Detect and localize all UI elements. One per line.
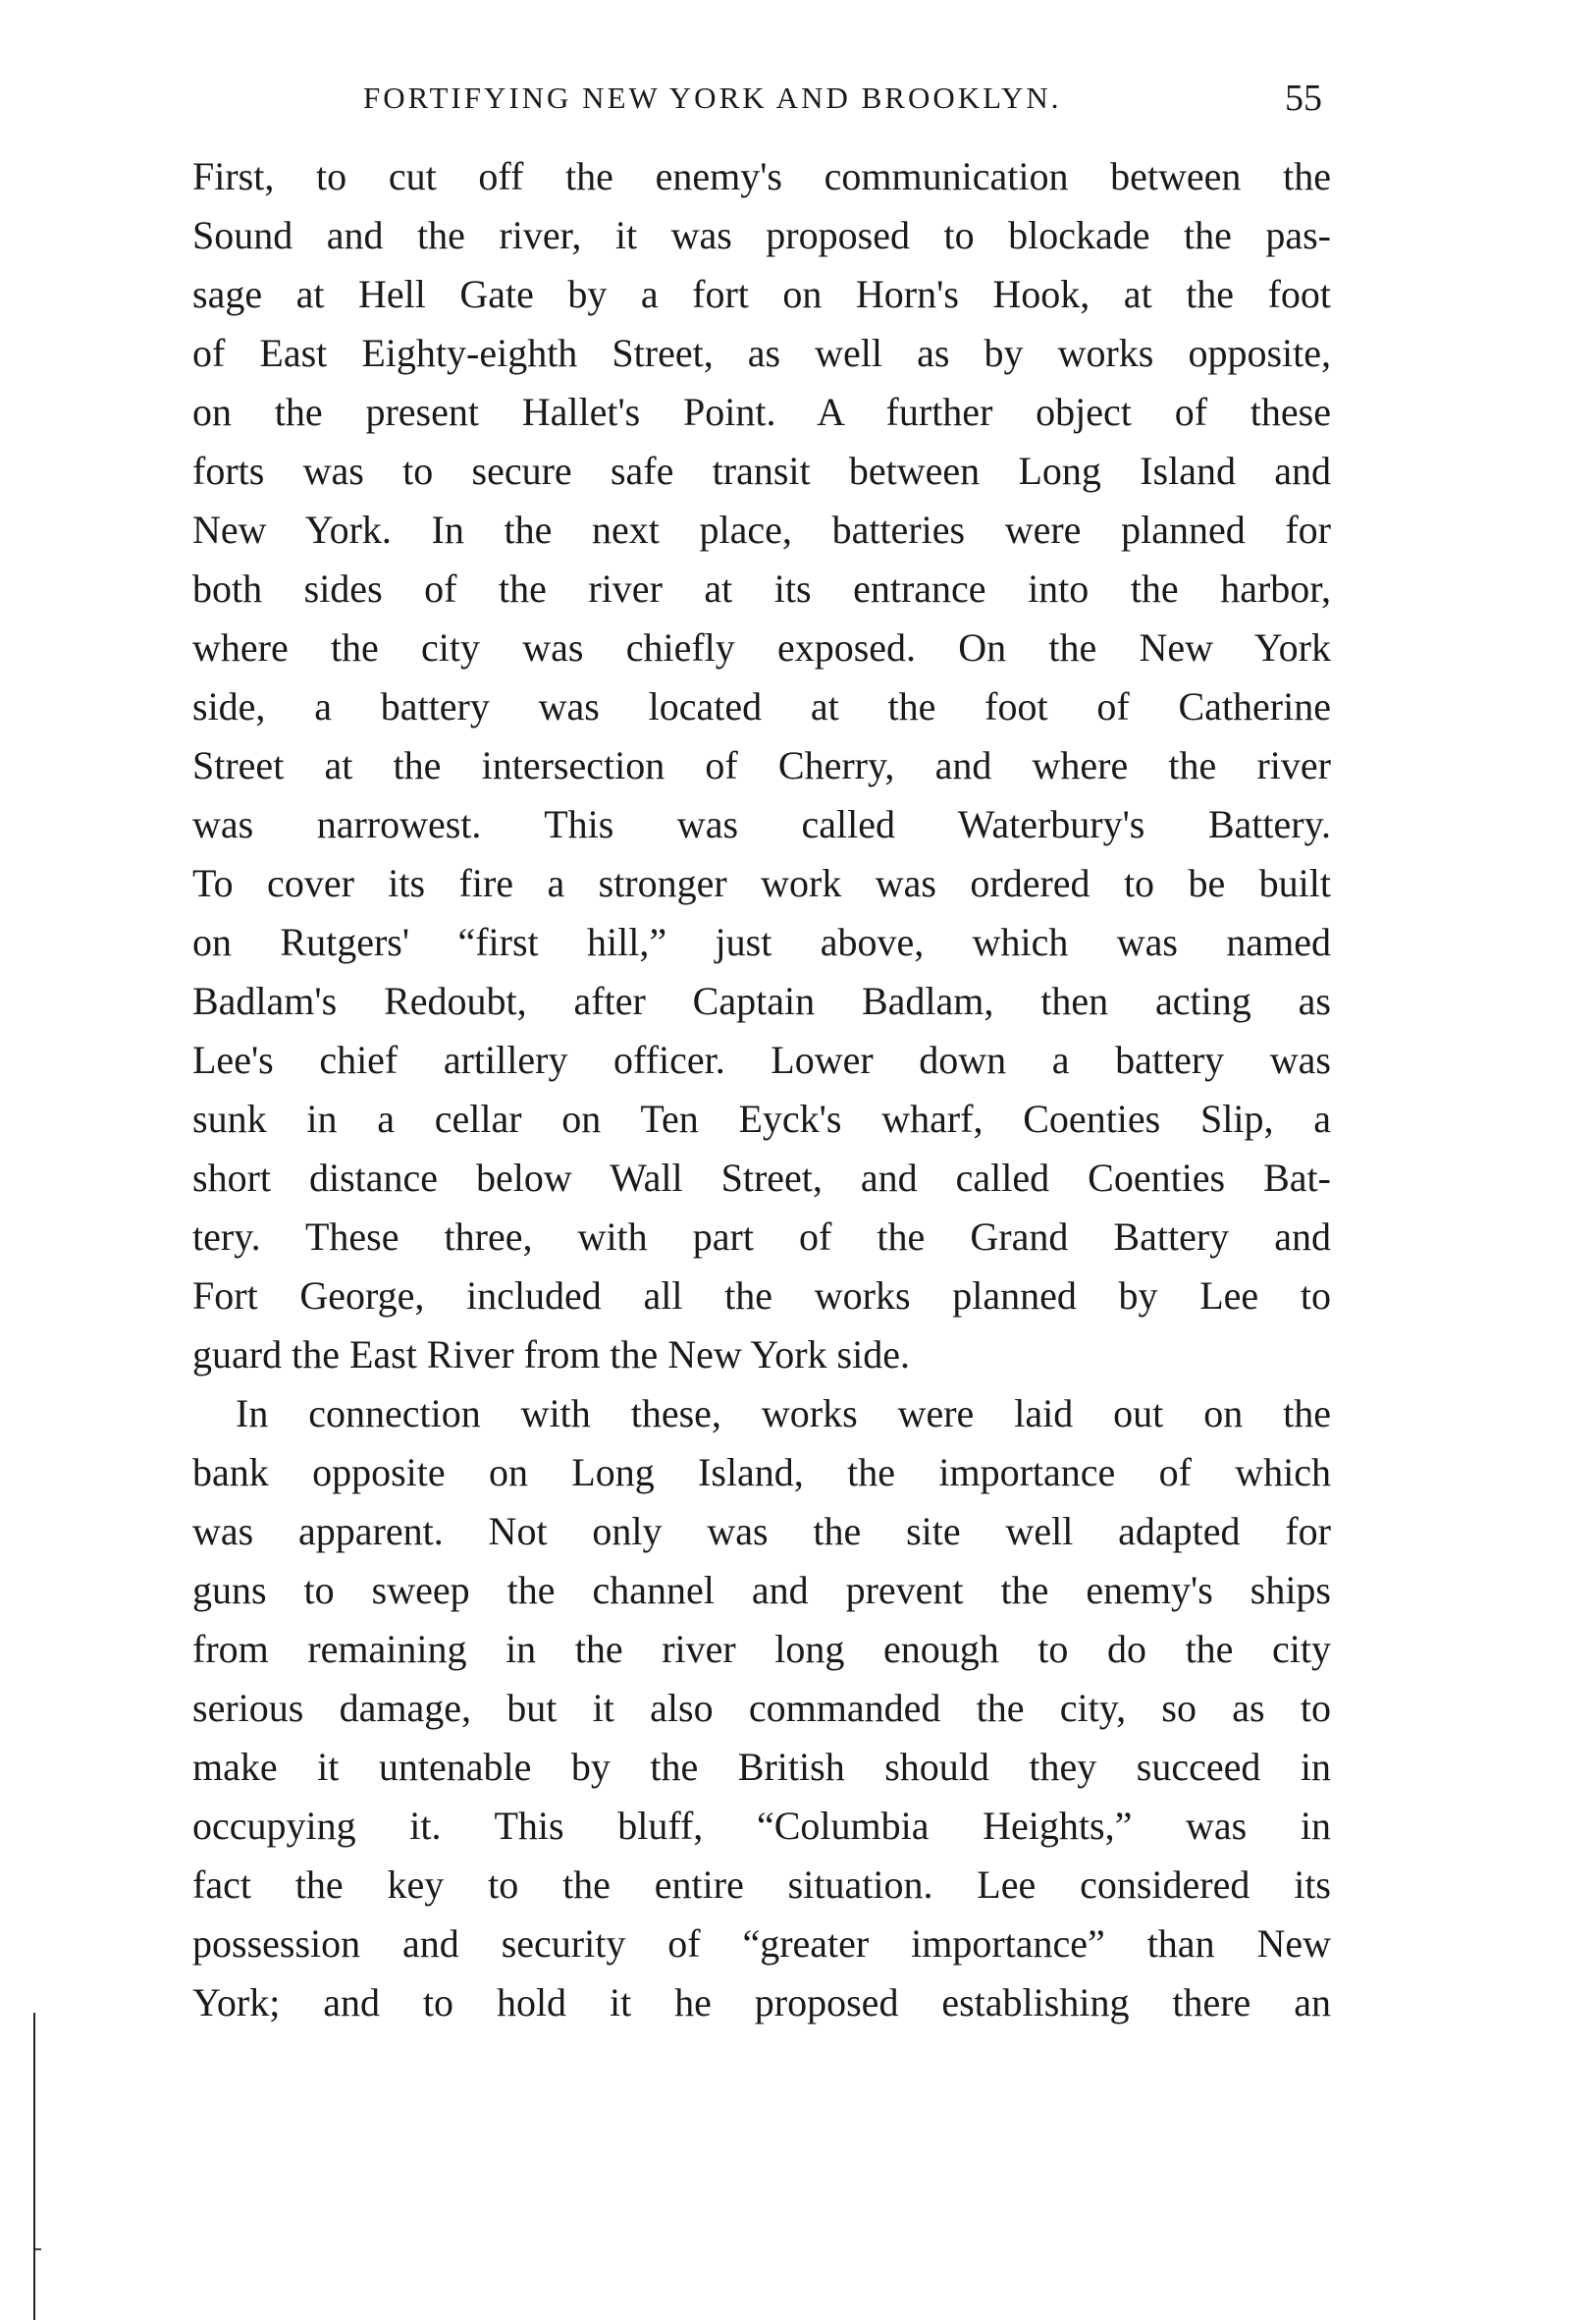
text-line: was apparent. Not only was the site well adapted for [192, 1509, 1331, 1553]
text-line: from remaining in the river long enough to do the city [192, 1627, 1331, 1671]
text-line: make it untenable by the British should they succeed in [192, 1745, 1331, 1789]
text-line: Fort George, included all the works planned by Lee to [192, 1273, 1331, 1318]
text-line: To cover its fire a stronger work was ordered to be built [192, 861, 1331, 905]
text-line: First, to cut off the enemy's communication between the [192, 154, 1331, 198]
text-line: serious damage, but it also commanded the city, so as to [192, 1686, 1331, 1730]
text-line: both sides of the river at its entrance into the harbor, [192, 567, 1331, 611]
text-line: where the city was chiefly exposed. On the New York [192, 625, 1331, 670]
binding-edge-mark [35, 2248, 41, 2250]
text-line: tery. These three, with part of the Grand Battery and [192, 1214, 1331, 1259]
text-line: side, a battery was located at the foot of Catherine [192, 684, 1331, 728]
text-line: Sound and the river, it was proposed to blockade the pas- [192, 213, 1331, 257]
text-line: In connection with these, works were laid out on the [236, 1391, 1331, 1435]
text-line: was narrowest. This was called Waterbury's Battery. [192, 802, 1331, 846]
text-line: sunk in a cellar on Ten Eyck's wharf, Coenties Slip, a [192, 1097, 1331, 1141]
text-line: possession and security of “greater importance” than New [192, 1921, 1331, 1966]
binding-edge-line [33, 2013, 35, 2320]
text-line: on Rutgers' “first hill,” just above, which was named [192, 920, 1331, 964]
running-title: FORTIFYING NEW YORK AND BROOKLYN. [363, 81, 1062, 115]
text-line: Badlam's Redoubt, after Captain Badlam, then acting as [192, 979, 1331, 1023]
text-line: guns to sweep the channel and prevent the enemy's ships [192, 1568, 1331, 1612]
text-line: of East Eighty-eighth Street, as well as by works opposite, [192, 331, 1331, 375]
text-line: occupying it. This bluff, “Columbia Heights,” was in [192, 1804, 1331, 1848]
page-number: 55 [1285, 78, 1322, 119]
running-head [0, 69, 1596, 128]
text-line: Lee's chief artillery officer. Lower down a battery was [192, 1038, 1331, 1082]
text-line: guard the East River from the New York side. [192, 1332, 910, 1376]
text-line: fact the key to the entire situation. Lee considered its [192, 1862, 1331, 1907]
text-line: Street at the intersection of Cherry, and where the river [192, 743, 1331, 787]
text-line: New York. In the next place, batteries were planned for [192, 508, 1331, 552]
text-line: bank opposite on Long Island, the importance of which [192, 1450, 1331, 1494]
paragraph-2 [192, 1384, 1331, 2032]
text-line: short distance below Wall Street, and called Coenties Bat- [192, 1156, 1331, 1200]
text-line: York; and to hold it he proposed establishing there an [192, 1980, 1331, 2024]
text-line: forts was to secure safe transit between Long Island and [192, 449, 1331, 493]
text-line: sage at Hell Gate by a fort on Horn's Hook, at the foot [192, 272, 1331, 316]
paragraph-1 [192, 147, 1331, 1384]
text-line: on the present Hallet's Point. A further object of these [192, 390, 1331, 434]
body-text [192, 147, 1331, 2032]
